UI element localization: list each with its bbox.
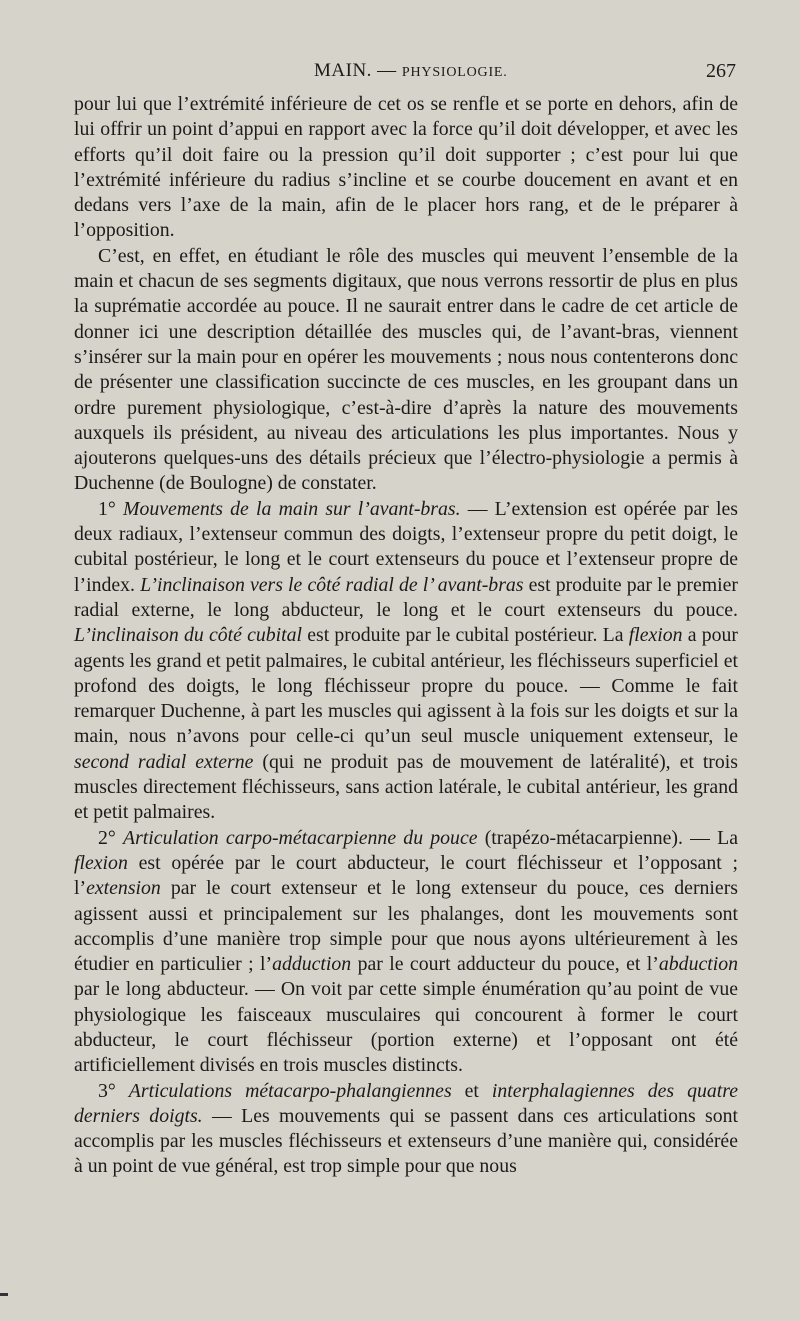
text-run: par le court extenseur et le long extenseur du pouce, ces derniers agissent aussi et principalement sur les phalanges, dont les mouvements sont accomplis d’une manière trop simple pour que nous ayons ultérieurement à les étudier en particulier ; l’ [74, 877, 738, 976]
header-separator: — [377, 60, 397, 81]
text-run: est produite par le premier radial externe, le long abducteur, le long et le court extenseurs du pouce. [74, 573, 738, 621]
text-run: par le long abducteur. — On voit par cette simple énumération qu’au point de vue physiologique les faisceaux musculaires qui concourent à former le court abducteur, le court fléchisseur (portion externe) et l’opposant ont été artificiellement divisés en trois muscles distincts. [74, 978, 738, 1077]
text-run: et [451, 1079, 492, 1102]
paragraph-2: C’est, en effet, en étudiant le rôle des muscles qui meuvent l’ensemble de la main et chacun de ses segments digitaux, que nous verrons ressortir de plus en plus la suprématie accordée au pouce. Il ne saurait entrer dans le cadre de cet article de donner ici une description détaillée des muscles qui, de l’avant-bras, viennent s’insérer sur la main pour en opérer les mouvements ; nous nous contenterons donc de présenter une classification succincte de ces muscles, en les groupant dans un ordre purement physiologique, c’est-à-dire d’après la nature des mouvements auxquels ils président, au niveau des articulations les plus importantes. Nous y ajouterons quelques-uns des détails précieux que l’électro-physiologie a permis à Duchenne (de Boulogne) de constater. [74, 244, 738, 495]
text-run: (qui ne produit pas de mouvement de latéralité), et trois muscles directement fléchisseurs, sans action latérale, le cubital antérieur, les grand et petit palmaires. [74, 750, 738, 824]
italic-term: second radial externe [74, 750, 254, 773]
italic-term: adduction [272, 953, 352, 976]
section-heading: Articulation carpo-métacarpienne du pouce [123, 826, 478, 849]
section-heading: Mouvements de la main sur l’avant-bras. [123, 497, 461, 520]
text-run: (trapézo-métacarpienne). — La [477, 826, 738, 849]
text-run: — Les mouvements qui se passent dans ces articulations sont accomplis par les muscles fléchisseurs et extenseurs d’une manière qui, considérée à un point de vue général, est trop simple pour que nous [74, 1104, 738, 1178]
italic-term: flexion [74, 851, 128, 874]
text-run: par le court adducteur du pouce, et l’ [351, 953, 659, 976]
running-header [74, 60, 738, 88]
section-heading: interphalagiennes des quatre derniers doigts. [74, 1079, 738, 1127]
header-section: PHYSIOLOGIE. [401, 65, 508, 80]
section-number: 2° [98, 826, 116, 849]
text-run: est produite par le cubital postérieur. La [302, 624, 629, 647]
section-number: 3° [98, 1079, 116, 1102]
italic-term: flexion [628, 624, 683, 647]
text-run: — L’extension est opérée par les deux radiaux, l’extenseur commun des doigts, l’extenseur propre du petit doigt, le cubital postérieur, le long et le court extenseurs du pouce et l’extenseur propre de l’index. [74, 497, 738, 596]
text-run: est opérée par le court abducteur, le court fléchisseur et l’opposant ; l’ [74, 851, 738, 900]
paragraph-5 [74, 1079, 738, 1180]
paragraph-1: pour lui que l’extrémité inférieure de cet os se renfle et se porte en dehors, afin de lui offrir un point d’appui en rapport avec la force qu’il doit développer, et avec les efforts qu’il doit faire ou la pression qu’il doit supporter ; c’est pour lui que l’extrémité inférieure du radius s’incline et se courbe doucement en avant et en dedans vers l’axe de la main, afin de le placer hors rang, et de le préparer à l’opposition. [74, 93, 738, 242]
body-text [74, 92, 738, 1180]
margin-mark [0, 1293, 8, 1296]
text-run: a pour agents les grand et petit palmaires, le cubital antérieur, les fléchisseurs superficiel et profond des doigts, le long fléchisseur propre du pouce. — Comme le fait remarquer Duchenne, à part les muscles qui agissent à la fois sur les doigts et sur la main, nous n’avons pour celle-ci qu’un seul muscle uniquement extenseur, le [74, 624, 738, 748]
italic-term: L’inclinaison vers le côté radial de l’ avant-bras [140, 573, 524, 596]
section-heading: Articulations métacarpo-phalangiennes [128, 1079, 452, 1102]
running-title [314, 60, 508, 82]
header-title-main: MAIN. [314, 60, 372, 81]
section-number: 1° [98, 497, 116, 520]
page-number: 267 [706, 60, 736, 82]
italic-term: L’inclinaison du côté cubital [74, 624, 303, 647]
paragraph-3 [74, 497, 738, 826]
italic-term: abduction [658, 953, 739, 976]
paragraph-4 [74, 826, 738, 1079]
italic-term: extension [86, 877, 161, 900]
